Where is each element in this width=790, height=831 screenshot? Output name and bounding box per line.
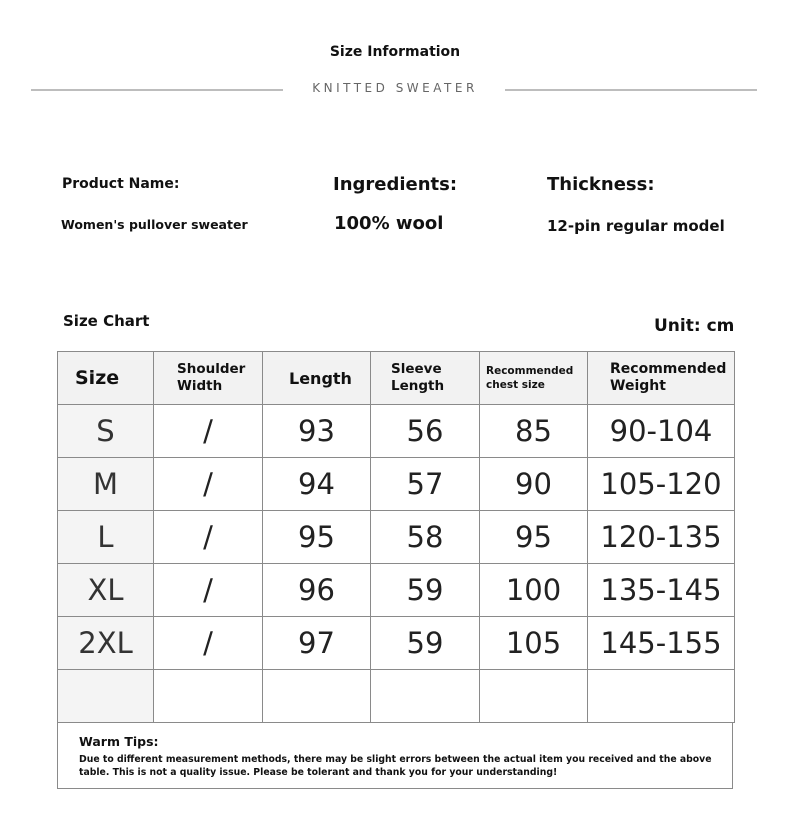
sleeve-length-cell: 57 (371, 458, 480, 511)
product-name-label: Product Name: (62, 176, 180, 192)
length-cell: 94 (263, 458, 371, 511)
chest-size-cell: 95 (480, 511, 588, 564)
sleeve-length-cell: 56 (371, 405, 480, 458)
warm-tips-box (57, 723, 733, 789)
header-sleeve-length: Sleeve Length (371, 352, 480, 405)
header-shoulder-width: Shoulder Width (154, 352, 263, 405)
thickness-value: 12-pin regular model (547, 217, 725, 235)
shoulder-width-cell: / (154, 511, 263, 564)
length-cell: 93 (263, 405, 371, 458)
shoulder-width-cell: / (154, 405, 263, 458)
table-row-empty (58, 670, 735, 723)
page-title: Size Information (329, 44, 461, 60)
length-cell (263, 670, 371, 723)
shoulder-width-cell: / (154, 458, 263, 511)
size-chart-title: Size Chart (63, 312, 150, 330)
header-recommended-chest-size: Recommended chest size (480, 352, 588, 405)
page-subtitle: KNITTED SWEATER (312, 81, 478, 95)
chest-size-cell: 100 (480, 564, 588, 617)
table-row (58, 511, 735, 564)
ingredients-label: Ingredients: (333, 174, 458, 195)
length-cell: 95 (263, 511, 371, 564)
warm-tips-text: Due to different measurement methods, there may be slight errors between the actual item you received and the above table. This is not a quality issue. Please be tolerant and thank you for your understanding! (79, 754, 712, 778)
chest-size-cell: 85 (480, 405, 588, 458)
shoulder-width-cell: / (154, 617, 263, 670)
product-name-value: Women's pullover sweater (61, 217, 248, 232)
size-chart-table (57, 351, 735, 723)
unit-label: Unit: cm (654, 316, 735, 336)
ingredients-value: 100% wool (334, 213, 444, 234)
divider-left (31, 89, 283, 91)
weight-cell: 90-104 (588, 405, 735, 458)
weight-cell: 135-145 (588, 564, 735, 617)
header-size: Size (58, 352, 154, 405)
size-cell: XL (58, 564, 154, 617)
shoulder-width-cell: / (154, 564, 263, 617)
size-cell: M (58, 458, 154, 511)
table-row (58, 564, 735, 617)
chest-size-cell: 90 (480, 458, 588, 511)
thickness-label: Thickness: (547, 174, 655, 195)
table-row (58, 458, 735, 511)
weight-cell: 145-155 (588, 617, 735, 670)
sleeve-length-cell: 58 (371, 511, 480, 564)
sleeve-length-cell: 59 (371, 564, 480, 617)
table-row (58, 617, 735, 670)
warm-tips-title: Warm Tips: (79, 734, 159, 749)
weight-cell (588, 670, 735, 723)
weight-cell: 120-135 (588, 511, 735, 564)
sleeve-length-cell (371, 670, 480, 723)
divider-right (505, 89, 757, 91)
table-row (58, 405, 735, 458)
table-header-row (58, 352, 735, 405)
chest-size-cell (480, 670, 588, 723)
size-cell: 2XL (58, 617, 154, 670)
weight-cell: 105-120 (588, 458, 735, 511)
shoulder-width-cell (154, 670, 263, 723)
header-recommended-weight: Recommended Weight (588, 352, 735, 405)
size-cell: L (58, 511, 154, 564)
size-cell (58, 670, 154, 723)
length-cell: 97 (263, 617, 371, 670)
chest-size-cell: 105 (480, 617, 588, 670)
sleeve-length-cell: 59 (371, 617, 480, 670)
size-cell: S (58, 405, 154, 458)
header-length: Length (263, 352, 371, 405)
length-cell: 96 (263, 564, 371, 617)
